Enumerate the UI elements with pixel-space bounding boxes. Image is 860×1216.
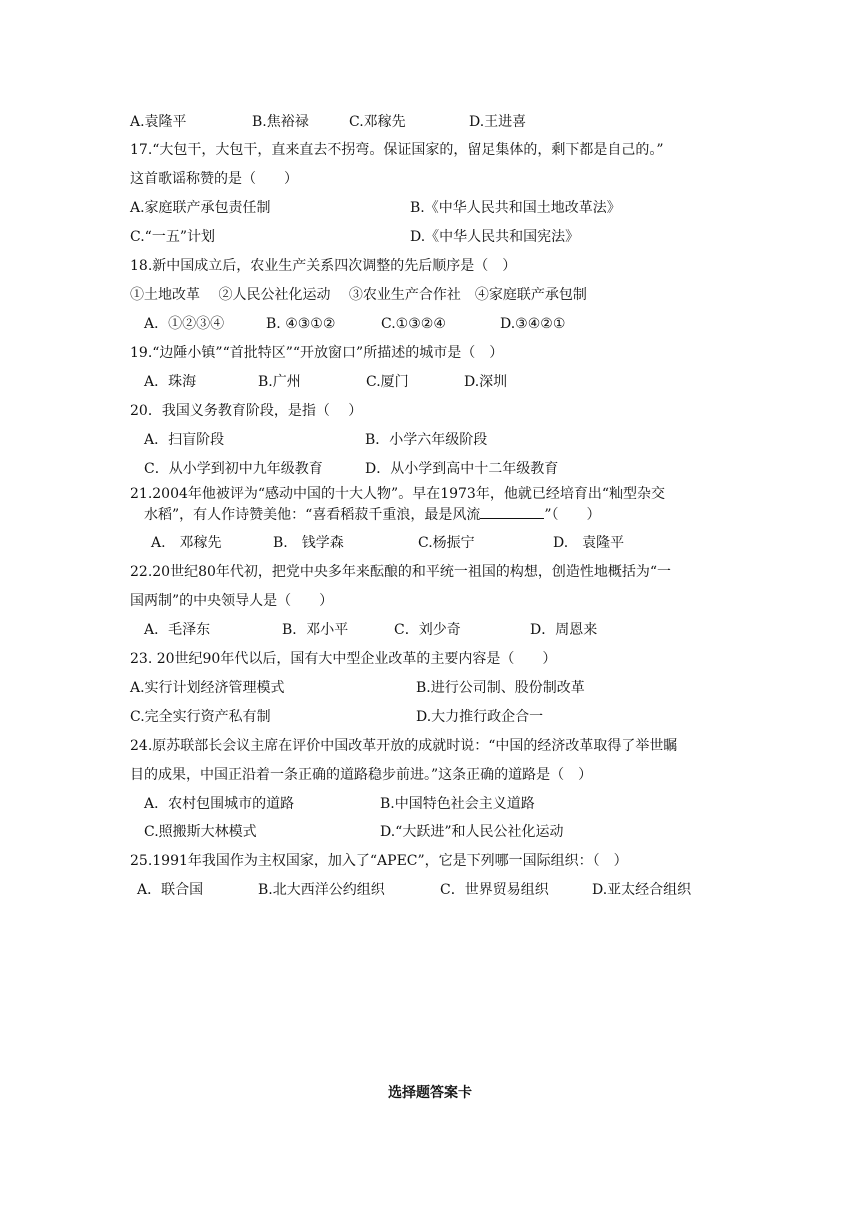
q16-option-d: D.王进喜 bbox=[469, 114, 527, 130]
q24-stem-line2: 目的成果，中国正沿着一条正确的道路稳步前进。”这条正确的道路是（ ） bbox=[130, 767, 593, 783]
q19-option-c: C.厦门 bbox=[366, 374, 409, 390]
q25-option-c: C．世界贸易组织 bbox=[440, 882, 549, 898]
q18-option-d: D.③④②① bbox=[500, 316, 566, 332]
q20-option-b: B．小学六年级阶段 bbox=[365, 432, 488, 448]
q21-stem-text: 水稻”，有人作诗赞美他：“喜看稻菽千重浪，最是风流 bbox=[144, 507, 481, 523]
q18-option-b: B. ④③①② bbox=[266, 316, 336, 332]
q24-stem-line1: 24.原苏联部长会议主席在评价中国改革开放的成就时说：“中国的经济改革取得了举世瞩 bbox=[130, 738, 678, 754]
q25-option-b: B.北大西洋公约组织 bbox=[258, 882, 385, 898]
q17-option-a: A.家庭联产承包责任制 bbox=[130, 200, 271, 216]
q20-stem: 20．我国义务教育阶段，是指（ ） bbox=[130, 403, 363, 419]
q20-option-c: C．从小学到初中九年级教育 bbox=[144, 461, 323, 477]
answer-card-title: 选择题答案卡 bbox=[388, 1085, 472, 1101]
q19-option-a: A．珠海 bbox=[144, 374, 197, 390]
q21-stem-line2 bbox=[144, 504, 601, 524]
q23-option-b: B.进行公司制、股份制改革 bbox=[416, 680, 585, 696]
q21-option-d: D. 袁隆平 bbox=[553, 535, 625, 551]
q18-stem-line2: ①土地改革 ②人民公社化运动 ③农业生产合作社 ④家庭联产承包制 bbox=[130, 287, 587, 303]
q21-stem-tail: ”（ ） bbox=[544, 507, 601, 523]
q25-option-a: A．联合国 bbox=[137, 882, 204, 898]
q17-option-d: D.《中华人民共和国宪法》 bbox=[410, 229, 580, 245]
q19-stem: 19.“边陲小镇”“首批特区”“开放窗口”所描述的城市是（ ） bbox=[130, 345, 504, 361]
q24-option-c: C.照搬斯大林模式 bbox=[144, 824, 257, 840]
q24-option-b: B.中国特色社会主义道路 bbox=[380, 796, 535, 812]
q23-option-a: A.实行计划经济管理模式 bbox=[130, 680, 285, 696]
q22-option-d: D．周恩来 bbox=[530, 622, 598, 638]
q22-option-c: C．刘少奇 bbox=[394, 622, 461, 638]
q17-stem-line1: 17.“大包干，大包干，直来直去不拐弯。保证国家的，留足集体的，剩下都是自己的。” bbox=[130, 142, 664, 158]
q17-option-b: B.《中华人民共和国土地改革法》 bbox=[410, 200, 621, 216]
q16-option-c: C.邓稼先 bbox=[349, 114, 406, 130]
q17-stem-line2: 这首歌谣称赞的是（ ） bbox=[130, 171, 298, 187]
q22-option-a: A．毛泽东 bbox=[144, 622, 211, 638]
q20-option-a: A．扫盲阶段 bbox=[144, 432, 225, 448]
q17-option-c: C.“一五”计划 bbox=[130, 229, 215, 245]
q21-option-b: B. 钱学森 bbox=[273, 535, 344, 551]
q21-stem-line1: 21.2004年他被评为“感动中国的十大人物”。早在1973年，他就已经培育出“籼型杂交 bbox=[130, 486, 665, 502]
q24-option-d: D.“大跃进”和人民公社化运动 bbox=[380, 824, 564, 840]
q18-option-a: A．①②③④ bbox=[144, 316, 225, 332]
q21-answer-blank bbox=[480, 504, 544, 519]
q22-stem-line1: 22.20世纪80年代初，把党中央多年来酝酿的和平统一祖国的构想，创造性地概括为“一 bbox=[130, 564, 672, 580]
q20-option-d: D．从小学到高中十二年级教育 bbox=[365, 461, 559, 477]
q23-option-d: D.大力推行政企合一 bbox=[416, 709, 544, 725]
q22-stem-line2: 国两制”的中央领导人是（ ） bbox=[130, 593, 334, 609]
q18-option-c: C.①③②④ bbox=[381, 316, 446, 332]
q21-option-c: C.杨振宁 bbox=[418, 535, 475, 551]
q23-option-c: C.完全实行资产私有制 bbox=[130, 709, 271, 725]
q19-option-b: B.广州 bbox=[258, 374, 301, 390]
q22-option-b: B．邓小平 bbox=[282, 622, 349, 638]
q16-option-b: B.焦裕禄 bbox=[252, 114, 309, 130]
q19-option-d: D.深圳 bbox=[464, 374, 508, 390]
q21-option-a: A. 邓稼先 bbox=[151, 535, 222, 551]
q25-stem: 25.1991年我国作为主权国家，加入了“APEC”，它是下列哪一国际组织：（ ） bbox=[130, 853, 628, 869]
q24-option-a: A．农村包围城市的道路 bbox=[144, 796, 295, 812]
q25-option-d: D.亚太经合组织 bbox=[592, 882, 692, 898]
q16-option-a: A.袁隆平 bbox=[130, 114, 187, 130]
q23-stem: 23. 20世纪90年代以后，国有大中型企业改革的主要内容是（ ） bbox=[130, 651, 557, 667]
q18-stem-line1: 18.新中国成立后，农业生产关系四次调整的先后顺序是（ ） bbox=[130, 258, 517, 274]
